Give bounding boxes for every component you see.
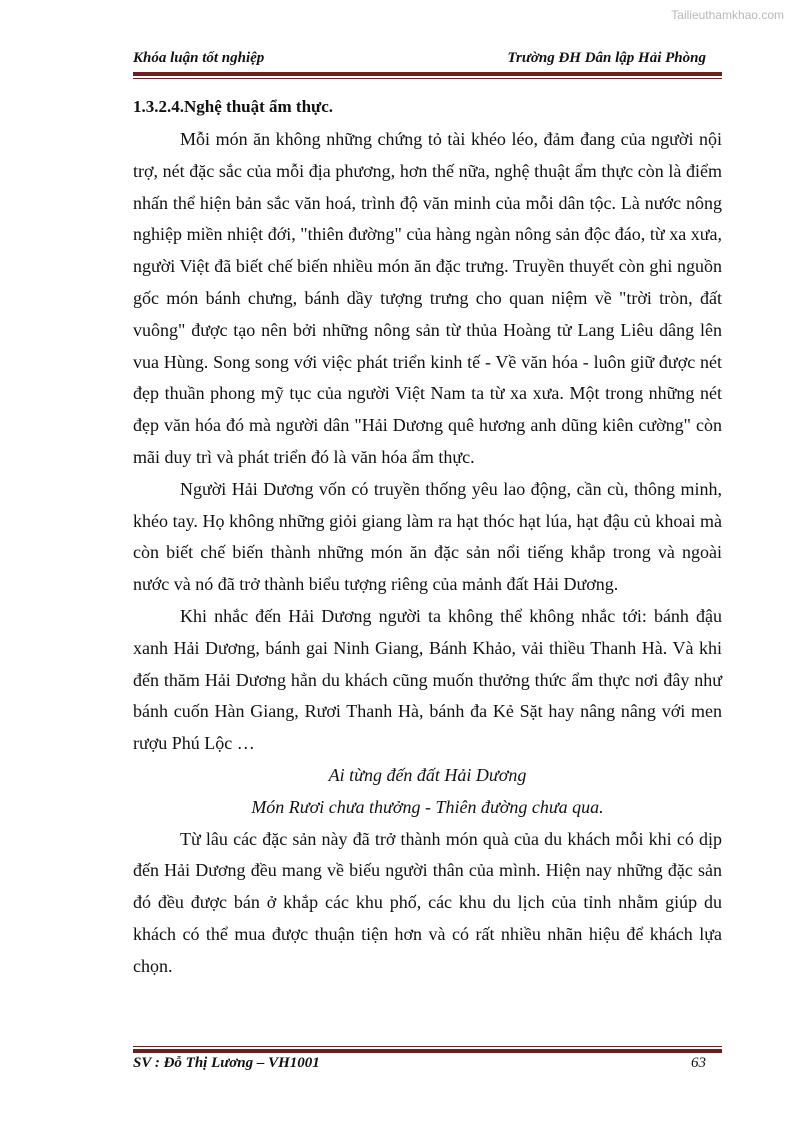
header-university-label: Trường ĐH Dân lập Hải Phòng [507, 50, 706, 66]
header-divider-thin [133, 78, 722, 79]
page-footer [133, 1055, 722, 1077]
paragraph-3: Khi nhắc đến Hải Dương người ta không thể không nhắc tới: bánh đậu xanh Hải Dương, bánh gai Ninh Giang, Bánh Khảo, vải thiều Thanh Hà. Và khi đến thăm Hải Dương hẳn du khách cũng muốn thưởng thức ẩm thực nơi đây như bánh cuốn Hàn Giang, Rươi Thanh Hà, bánh đa Kẻ Sặt hay nâng nâng với men rượu Phú Lộc … [133, 605, 722, 754]
verse-line-1: Ai từng đến đất Hải Dương [328, 764, 527, 785]
verse-line-2: Món Rươi chưa thưởng - Thiên đường chưa qua. [251, 796, 604, 817]
header-divider-thick [133, 72, 722, 76]
section-title: 1.3.2.4.Nghệ thuật ẩm thực. [133, 97, 334, 116]
page-body [133, 96, 722, 983]
paragraph-1: Mỗi món ăn không những chứng tỏ tài khéo léo, đảm đang của người nội trợ, nét đặc sắc của mỗi địa phương, hơn thế nữa, nghệ thuật ẩm thực còn là điểm nhấn thể hiện bản sắc văn hoá, trình độ văn minh của mỗi dân tộc. Là nước nông nghiệp miền nhiệt đới, "thiên đường" của hàng ngàn nông sản độc đáo, từ xa xưa, người Việt đã biết chế biến nhiều món ăn đặc trưng. Truyền thuyết còn ghi nguồn gốc món bánh chưng, bánh dầy tượng trưng cho quan niệm về "trời tròn, đất vuông" được tạo nên bởi những nông sản từ thủa Hoàng tử Lang Liêu dâng lên vua Hùng. Song song với việc phát triển kinh tế - Về văn hóa - luôn giữ được nét đẹp thuần phong mỹ tục của người Việt Nam ta từ xa xưa. Một trong những nét đẹp văn hóa đó mà người dân "Hải Dương quê hương anh dũng kiên cường" còn mãi duy trì và phát triển đó là văn hóa ẩm thực. [133, 129, 722, 467]
page-number: 63 [691, 1055, 706, 1071]
footer-divider-thick [133, 1049, 722, 1053]
paragraph-2: Người Hải Dương vốn có truyền thống yêu lao động, cần cù, thông minh, khéo tay. Họ không những giỏi giang làm ra hạt thóc hạt lúa, hạt đậu củ khoai mà còn biết chế biến thành những món ăn đặc sản nổi tiếng khắp trong và ngoài nước và nó đã trở thành biểu tượng riêng của mảnh đất Hải Dương. [133, 478, 722, 595]
footer-divider-thin [133, 1046, 722, 1047]
footer-student-label: SV : Đỗ Thị Lương – VH1001 [133, 1055, 320, 1071]
header-thesis-label: Khóa luận tốt nghiệp [133, 50, 265, 66]
page-header [133, 50, 706, 72]
paragraph-closing: Từ lâu các đặc sản này đã trở thành món quà của du khách mỗi khi có dịp đến Hải Dương đều mang về biếu người thân của mình. Hiện nay những đặc sản đó đều được bán ở khắp các khu phố, các khu du lịch của tỉnh nhằm giúp du khách có thể mua được thuận tiện hơn và có rất nhiều nhãn hiệu để khách lựa chọn. [133, 828, 722, 976]
watermark: Tailieuthamkhao.com [671, 8, 784, 22]
